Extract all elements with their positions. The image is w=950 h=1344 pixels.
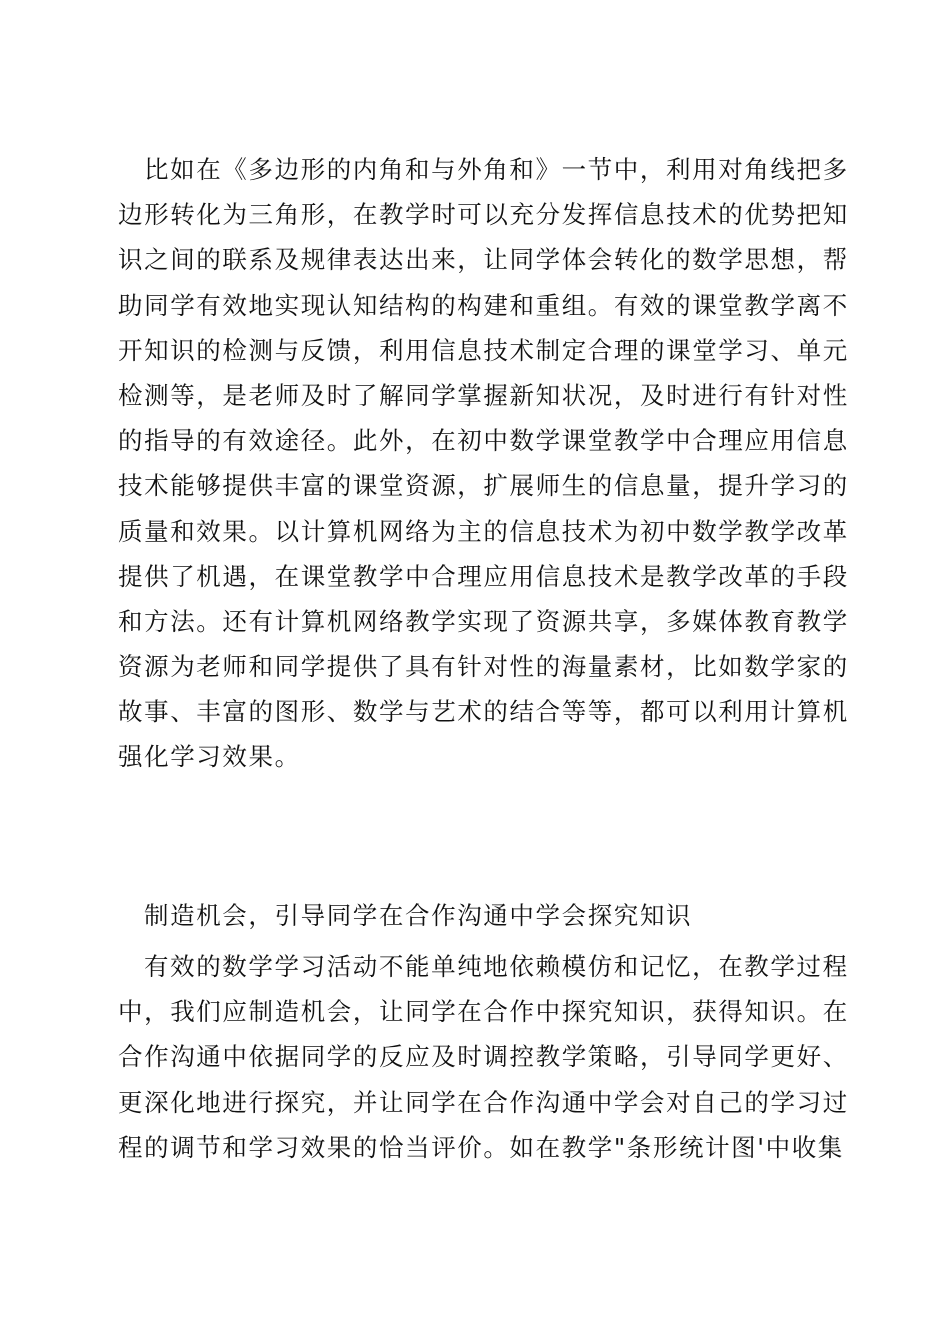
paragraph-line: 程的调节和学习效果的恰当评价。如在教学"条形统计图'中收集 (118, 1132, 844, 1162)
paragraph-2 (118, 944, 849, 1170)
paragraph-1 (118, 147, 849, 780)
paragraph-line: 提供了机遇，在课堂教学中合理应用信息技术是教学改革的手段 (118, 561, 849, 591)
section-heading: 制造机会，引导同学在合作沟通中学会探究知识 (144, 901, 693, 930)
paragraph-line: 技术能够提供丰富的课堂资源，扩展师生的信息量，提升学习的 (118, 471, 849, 501)
paragraph-line: 资源为老师和同学提供了具有针对性的海量素材，比如数学家的 (118, 652, 849, 682)
paragraph-line: 识之间的联系及规律表达出来，让同学体会转化的数学思想，帮 (118, 245, 849, 275)
paragraph-line: 质量和效果。以计算机网络为主的信息技术为初中数学教学改革 (118, 516, 849, 546)
paragraph-line: 比如在《多边形的内角和与外角和》一节中，利用对角线把多 (144, 155, 849, 184)
paragraph-line: 助同学有效地实现认知结构的构建和重组。有效的课堂教学离不 (118, 290, 849, 320)
paragraph-line: 的指导的有效途径。此外，在初中数学课堂教学中合理应用信息 (118, 426, 849, 456)
paragraph-line: 边形转化为三角形，在教学时可以充分发挥信息技术的优势把知 (118, 200, 849, 230)
paragraph-line: 和方法。还有计算机网络教学实现了资源共享，多媒体教育教学 (118, 606, 849, 636)
paragraph-line: 强化学习效果。 (118, 742, 301, 772)
paragraph-line: 中，我们应制造机会，让同学在合作中探究知识，获得知识。在 (118, 997, 849, 1027)
paragraph-line: 更深化地进行探究，并让同学在合作沟通中学会对自己的学习过 (118, 1087, 849, 1117)
paragraph-line: 故事、丰富的图形、数学与艺术的结合等等，都可以利用计算机 (118, 697, 849, 727)
paragraph-line: 检测等，是老师及时了解同学掌握新知状况，及时进行有针对性 (118, 380, 849, 410)
paragraph-line: 开知识的检测与反馈，利用信息技术制定合理的课堂学习、单元 (118, 335, 849, 365)
paragraph-line: 有效的数学学习活动不能单纯地依赖模仿和记忆，在教学过程 (144, 952, 849, 981)
paragraph-line: 合作沟通中依据同学的反应及时调控教学策略，引导同学更好、 (118, 1042, 849, 1072)
